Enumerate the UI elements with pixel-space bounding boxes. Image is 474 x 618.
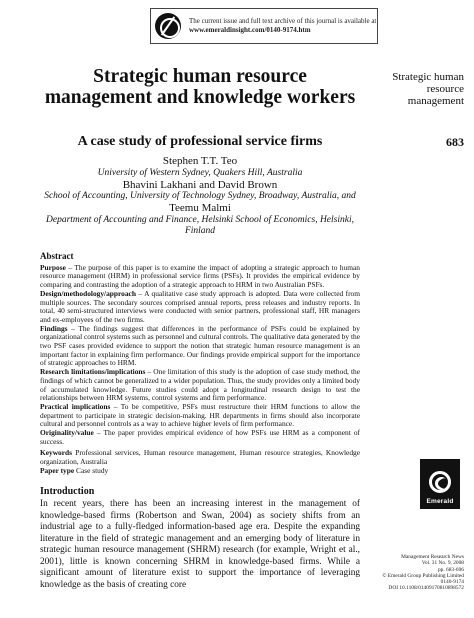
abstract-design — [40, 290, 360, 325]
abstract-label: Practical implications — [40, 401, 111, 411]
author-name: Stephen T.T. Teo — [162, 155, 238, 167]
abstract-text: – A qualitative case study approach is adopted. Data were collected from multiple sources. The secondary sources comprised annual reports, press releases and industry reports. In total, 40 semi-structured interviews were conducted with senior partners, professional staff, HR managers and ex-employees of the two firms. — [40, 288, 360, 324]
keywords-label: Keywords — [40, 448, 73, 458]
banner-text — [189, 17, 376, 35]
abstract-practical — [40, 403, 360, 429]
author-affiliation: School of Accounting, University of Technology Sydney, Broadway, Australia, and — [44, 191, 356, 201]
author-block — [40, 155, 360, 237]
abstract-section — [40, 252, 360, 476]
keywords — [40, 449, 360, 466]
abstract-label: Design/methodology/approach — [40, 288, 136, 298]
author-affiliation: University of Western Sydney, Quakers Hill, Australia — [97, 167, 303, 178]
abstract-limitations — [40, 368, 360, 403]
abstract-text: – The findings suggest that differences in the performance of PSFs could be explained by organizational control systems such as personnel and cultural controls. The qualitative data generated by the two PSF cases provided evidence to support the notion that strategic human resource management is an important factor in explaining firm performance. Our findings provide empirical support for the importance of strategic approaches to HRM. — [40, 323, 360, 368]
author-affiliation: Department of Accounting and Finance, Helsinki School of Economics, Helsinki, Finland — [46, 214, 354, 236]
emerald-logo-word: Emerald — [426, 498, 454, 505]
abstract-findings — [40, 325, 360, 369]
running-title-line: management — [407, 95, 464, 107]
author-name: Teemu Malmi — [169, 202, 231, 214]
emerald-logo — [420, 459, 460, 509]
paper-type-value: Case study — [76, 465, 109, 475]
journal-archive-banner — [150, 8, 378, 44]
issn: 0140-9174 — [440, 579, 464, 586]
abstract-heading: Abstract — [40, 251, 74, 261]
banner-url-link[interactable]: www.emeraldinsight.com/0140-9174.htm — [189, 26, 311, 34]
publication-info — [344, 554, 464, 592]
abstract-purpose — [40, 264, 360, 290]
paper-subtitle: A case study of professional service firms — [77, 134, 323, 149]
copyright: © Emerald Group Publishing Limited — [382, 572, 464, 579]
abstract-text: – The purpose of this paper is to examine the impact of adopting a strategic approach to human resource management (HRM) in professional service firms (PSFs). It provides the empirical evidence by comparing and contrasting the adoption of a strategic approach to HRM in two Australian PSFs. — [40, 262, 360, 290]
abstract-text: – The paper provides empirical evidence of how PSFs use HRM as a component of success. — [40, 428, 360, 446]
introduction-section — [40, 486, 360, 591]
emerald-insight-logo-icon — [155, 13, 181, 39]
author-name: Bhavini Lakhani and David Brown — [122, 178, 278, 191]
journal-pages: pp. 683-696 — [437, 566, 464, 573]
running-title-line: Strategic human — [392, 71, 464, 83]
paper-type-label: Paper type — [40, 465, 75, 475]
journal-volume: Vol. 31 No. 9, 2008 — [421, 560, 464, 567]
abstract-label: Research limitations/implications — [40, 367, 146, 377]
introduction-body: In recent years, there has been an increasing interest in the management of knowledge-based firms (Robertson and Swan, 2004) as society shifts from an industrial age to a fully-fledged information-based age era. Despite the expanding literature in the field of strategic management and an emerging body of literature in strategic human resource management (SHRM) research (for example, Wright et al., 2001), little is known concerning SHRM in knowledge-based firms. While a significant amount of literature exist to support the importance of leveraging knowledge as the basis of creating core — [40, 499, 360, 590]
abstract-originality — [40, 429, 360, 446]
running-title-line: resource — [426, 83, 464, 95]
doi: DOI 10.1108/01409170810898572 — [388, 585, 464, 592]
abstract-text: – One limitation of this study is the adoption of case study method, the findings of which cannot be generalized to a wider population. Thus, the study provides only a limited body of accumulated knowledge. Future studies could adopt a longitudinal research design to test the relationships between HRM systems, control systems and firm performance. — [40, 367, 360, 403]
journal-name: Management Research News — [401, 554, 464, 560]
abstract-label: Purpose — [40, 262, 66, 272]
banner-line: The current issue and full text archive of this journal is available at — [189, 17, 377, 25]
keywords-text: Professional services, Human resource management, Human resource strategies, Knowledge organization, Australia — [40, 448, 360, 467]
page-number: 683 — [446, 135, 464, 149]
paper-type — [40, 467, 360, 476]
introduction-heading: Introduction — [40, 486, 95, 497]
abstract-label: Findings — [40, 323, 68, 333]
emerald-logo-icon — [429, 471, 451, 493]
abstract-label: Originality/value — [40, 428, 94, 438]
paper-title: Strategic human resource management and knowledge workers — [44, 66, 356, 108]
running-title — [364, 71, 464, 107]
abstract-text: – To be competitive, PSFs must restructure their HRM functions to allow the department to participate in strategic decision-making. HR departments in firms should also incorporate cultural and personnel controls as a way to achieve higher levels of firm performance. — [40, 401, 361, 429]
